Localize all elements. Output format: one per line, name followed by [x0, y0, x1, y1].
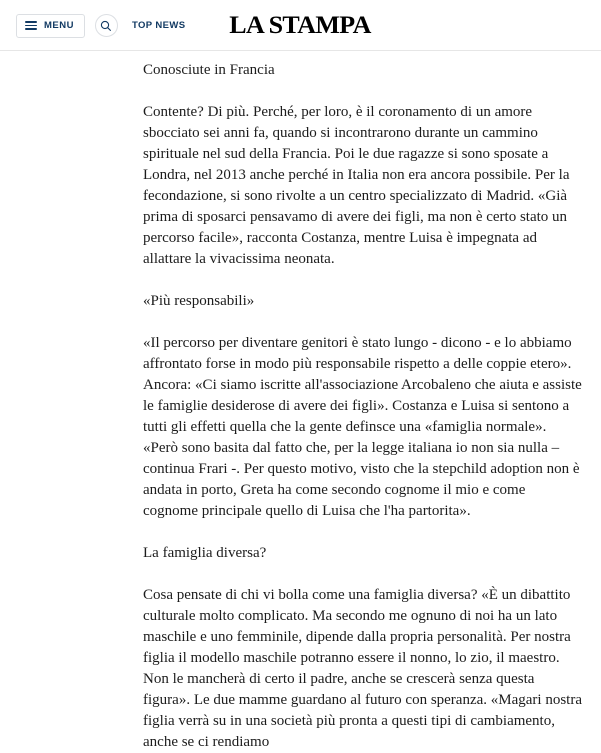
article-subheading: La famiglia diversa?: [143, 545, 267, 561]
search-button[interactable]: [95, 14, 118, 37]
article-paragraph: Contente? Di più. Perché, per loro, è il coronamento di un amore sbocciato sei anni fa, quando si incontrarono durante un cammino spirituale nel sud della Francia. Poi le due ragazze si sono sposate a Londra, nel 2013 anche perché in Italia non era ancora possibile. Per la fecondazione, si sono rivolte a un centro specializzato di Madrid. «Già prima di sposarci pensavamo di avere dei figli, ma non è certo stato un percorso facile», racconta Costanza, mentre Luisa è impegnata ad allattare la vivacissima neonata.: [143, 104, 570, 267]
article-body: [143, 60, 584, 753]
top-news-link[interactable]: TOP NEWS: [131, 19, 186, 31]
article-subheading: Conosciute in Francia: [143, 62, 275, 78]
site-header: [0, 0, 601, 51]
article-paragraph: «Il percorso per diventare genitori è stato lungo - dicono - e lo abbiamo affrontato forse in modo più responsabile rispetto a delle coppie etero». Ancora: «Ci siamo iscritte all'associazione Arcobaleno che aiuta e assiste le famiglie desiderose di avere dei figli». Costanza e Luisa si sentono a tutti gli effetti quella che la gente definsce una «famiglia normale». «Però sono basita dal fatto che, per la legge italiana io non sia nulla – continua Frari -. Per questo motivo, visto che la stepchild adoption non è andata in porto, Greta ha come secondo cognome il mio e come cognome principale quello di Luisa che l'ha partorita».: [143, 335, 582, 519]
article-paragraph: Cosa pensate di chi vi bolla come una famiglia diversa? «È un dibattito culturale molto complicato. Ma secondo me ognuno di noi ha un lato maschile e uno femminile, dipende dalla propria personalità. Per nostra figlia il modello maschile potranno essere il nonno, lo zio, il maestro. Non le mancherà di certo il padre, anche se crescerà senza questa figura». Le due mamme guardano al futuro con speranza. «Magari nostra figlia verrà su in una società più pronta a questi tipi di cambiamento, anche se ci rendiamo: [143, 587, 582, 750]
article-subheading: «Più responsabili»: [143, 293, 255, 309]
menu-button-label: MENU: [44, 19, 74, 31]
header-left-controls: [16, 0, 186, 51]
search-icon: [100, 20, 112, 32]
article-container: [0, 51, 601, 753]
menu-button[interactable]: [16, 14, 85, 38]
hamburger-icon: [25, 21, 37, 30]
site-logo-text[interactable]: LA STAMPA: [229, 12, 372, 39]
